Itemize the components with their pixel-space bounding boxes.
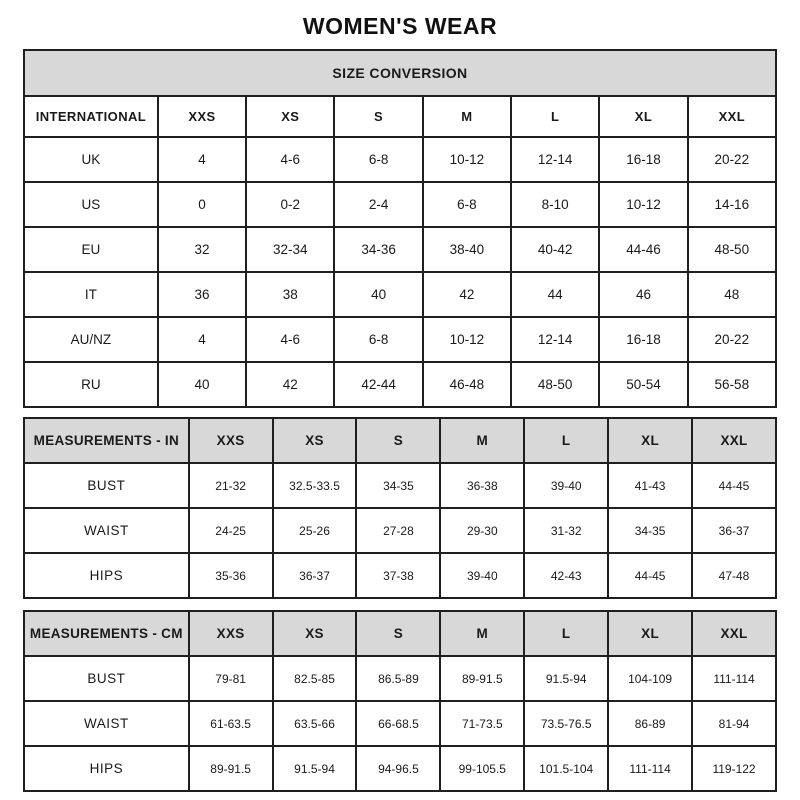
value-cell: 91.5-94 [524,656,608,701]
value-cell: 8-10 [511,182,599,227]
value-cell: 46 [599,272,687,317]
value-cell: 16-18 [599,317,687,362]
table-row [24,701,776,746]
value-cell: 86-89 [608,701,692,746]
value-cell: 48-50 [511,362,599,407]
size-conversion-table [23,49,777,408]
row-label: AU/NZ [24,317,158,362]
table-row [24,553,776,598]
value-cell: 16-18 [599,137,687,182]
value-cell: 42 [246,362,334,407]
size-column-header: S [334,96,422,137]
table-row [24,746,776,791]
value-cell: 34-35 [608,508,692,553]
value-cell: 79-81 [189,656,273,701]
value-cell: 48 [688,272,776,317]
row-label: WAIST [24,508,189,553]
value-cell: 50-54 [599,362,687,407]
row-label: US [24,182,158,227]
size-column-header: M [440,611,524,656]
value-cell: 0 [158,182,246,227]
value-cell: 35-36 [189,553,273,598]
value-cell: 86.5-89 [356,656,440,701]
value-cell: 32-34 [246,227,334,272]
value-cell: 4-6 [246,317,334,362]
value-cell: 27-28 [356,508,440,553]
row-label: EU [24,227,158,272]
table-row [24,508,776,553]
corner-header: INTERNATIONAL [24,96,158,137]
size-column-header: XXS [189,611,273,656]
size-column-header: XXL [692,418,776,463]
value-cell: 41-43 [608,463,692,508]
size-column-header: L [524,611,608,656]
value-cell: 66-68.5 [356,701,440,746]
row-label: RU [24,362,158,407]
table-row [24,317,776,362]
size-column-header: S [356,418,440,463]
value-cell: 42-43 [524,553,608,598]
value-cell: 56-58 [688,362,776,407]
row-label: HIPS [24,746,189,791]
value-cell: 61-63.5 [189,701,273,746]
size-column-header: XL [608,611,692,656]
table-row [24,137,776,182]
size-column-header: XL [608,418,692,463]
value-cell: 14-16 [688,182,776,227]
size-column-header: XXL [688,96,776,137]
row-label: IT [24,272,158,317]
value-cell: 4 [158,137,246,182]
value-cell: 10-12 [599,182,687,227]
value-cell: 36 [158,272,246,317]
size-column-header: M [423,96,511,137]
value-cell: 25-26 [273,508,357,553]
row-label: BUST [24,656,189,701]
value-cell: 40 [158,362,246,407]
value-cell: 81-94 [692,701,776,746]
value-cell: 34-36 [334,227,422,272]
row-label: BUST [24,463,189,508]
value-cell: 111-114 [692,656,776,701]
value-cell: 46-48 [423,362,511,407]
measurements-in-table [23,417,777,599]
table-row [24,272,776,317]
value-cell: 37-38 [356,553,440,598]
value-cell: 44-46 [599,227,687,272]
value-cell: 44 [511,272,599,317]
size-column-header: S [356,611,440,656]
value-cell: 32 [158,227,246,272]
value-cell: 48-50 [688,227,776,272]
value-cell: 4-6 [246,137,334,182]
value-cell: 99-105.5 [440,746,524,791]
value-cell: 29-30 [440,508,524,553]
value-cell: 63.5-66 [273,701,357,746]
table-banner-row [24,50,776,96]
column-header-row [24,611,776,656]
value-cell: 6-8 [334,137,422,182]
value-cell: 36-38 [440,463,524,508]
value-cell: 73.5-76.5 [524,701,608,746]
value-cell: 12-14 [511,137,599,182]
value-cell: 40 [334,272,422,317]
table-row [24,656,776,701]
value-cell: 0-2 [246,182,334,227]
value-cell: 36-37 [692,508,776,553]
size-column-header: XXL [692,611,776,656]
value-cell: 71-73.5 [440,701,524,746]
table-row [24,362,776,407]
table-row [24,463,776,508]
value-cell: 31-32 [524,508,608,553]
value-cell: 44-45 [608,553,692,598]
value-cell: 6-8 [334,317,422,362]
row-label: HIPS [24,553,189,598]
value-cell: 94-96.5 [356,746,440,791]
value-cell: 4 [158,317,246,362]
size-column-header: XXS [158,96,246,137]
value-cell: 44-45 [692,463,776,508]
value-cell: 32.5-33.5 [273,463,357,508]
value-cell: 47-48 [692,553,776,598]
size-column-header: XS [246,96,334,137]
value-cell: 12-14 [511,317,599,362]
value-cell: 21-32 [189,463,273,508]
value-cell: 24-25 [189,508,273,553]
value-cell: 104-109 [608,656,692,701]
value-cell: 91.5-94 [273,746,357,791]
size-column-header: XS [273,418,357,463]
value-cell: 89-91.5 [189,746,273,791]
size-column-header: M [440,418,524,463]
size-column-header: L [511,96,599,137]
value-cell: 6-8 [423,182,511,227]
value-cell: 39-40 [524,463,608,508]
size-column-header: L [524,418,608,463]
table-banner: SIZE CONVERSION [24,50,776,96]
value-cell: 20-22 [688,137,776,182]
size-column-header: XS [273,611,357,656]
corner-header: MEASUREMENTS - IN [24,418,189,463]
value-cell: 101.5-104 [524,746,608,791]
value-cell: 38 [246,272,334,317]
table-row [24,182,776,227]
column-header-row [24,418,776,463]
measurements-cm-table [23,610,777,792]
size-column-header: XL [599,96,687,137]
table-gap [23,408,777,417]
value-cell: 10-12 [423,137,511,182]
value-cell: 20-22 [688,317,776,362]
table-row [24,227,776,272]
value-cell: 42-44 [334,362,422,407]
value-cell: 119-122 [692,746,776,791]
value-cell: 34-35 [356,463,440,508]
size-column-header: XXS [189,418,273,463]
table-gap [23,599,777,610]
value-cell: 10-12 [423,317,511,362]
value-cell: 111-114 [608,746,692,791]
value-cell: 40-42 [511,227,599,272]
value-cell: 89-91.5 [440,656,524,701]
value-cell: 36-37 [273,553,357,598]
value-cell: 38-40 [423,227,511,272]
row-label: WAIST [24,701,189,746]
value-cell: 39-40 [440,553,524,598]
value-cell: 2-4 [334,182,422,227]
column-header-row [24,96,776,137]
row-label: UK [24,137,158,182]
value-cell: 82.5-85 [273,656,357,701]
page-title: WOMEN'S WEAR [302,13,498,39]
value-cell: 42 [423,272,511,317]
corner-header: MEASUREMENTS - CM [24,611,189,656]
